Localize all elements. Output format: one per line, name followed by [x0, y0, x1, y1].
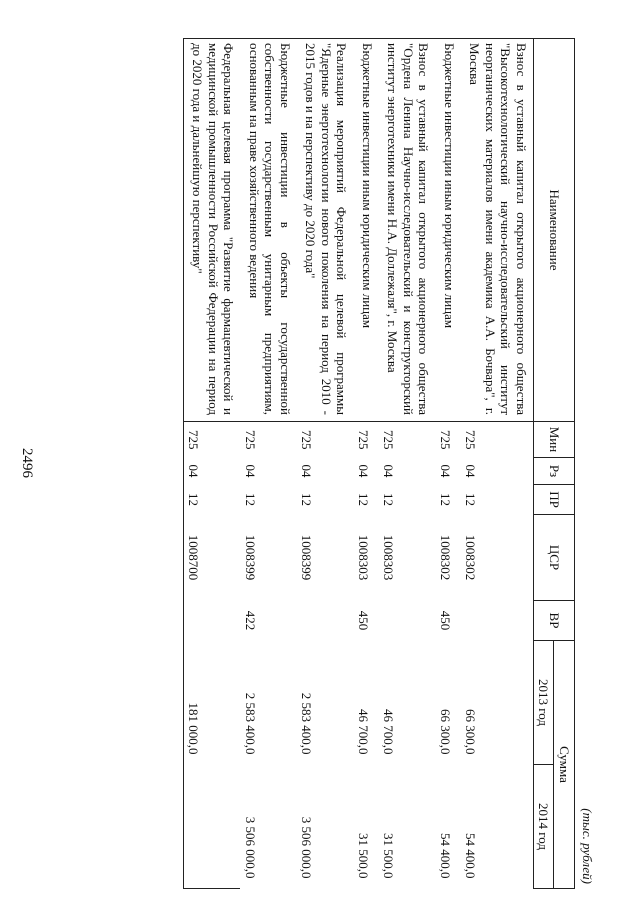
row-name: Взнос в уставный капитал открытого акционерного общества "Высокотехнологический научно-исследовательский институт неорганических материалов имени академика А.А. Бочвара", г. Москва [461, 39, 534, 422]
header-rz: Рз [534, 458, 575, 485]
row-rz: 04 [438, 464, 453, 478]
row-sum-2013: 2 583 400,0 [243, 692, 258, 755]
row-min: 725 [184, 422, 241, 458]
header-2013: 2013 год [534, 641, 555, 765]
row-vr [461, 601, 534, 641]
row-sum-2013: 2 583 400,0 [299, 692, 315, 755]
row-name: Взнос в уставный капитал открытого акционерного общества "Ордена Ленина Научно-исследовательский и конструкторский институт энерготехники имени Н.А. Доллежаля", г. Москва [379, 39, 436, 422]
row-vr [184, 601, 241, 641]
header-name: Наименование [534, 39, 575, 422]
row-csr: 1008399 [243, 534, 258, 581]
header-pr: ПР [534, 485, 575, 515]
row-pr: 12 [381, 493, 397, 506]
row-csr: 1008303 [356, 534, 371, 581]
table-row [461, 39, 534, 889]
table-row [184, 39, 241, 889]
row-rz: 04 [243, 464, 258, 478]
header-row [554, 39, 575, 889]
row-sum-2014: 54 400,0 [438, 833, 453, 879]
row-csr: 1008399 [299, 534, 315, 581]
row-min: 725 [356, 430, 371, 450]
row-sum-2014: 31 500,0 [381, 833, 397, 879]
row-csr: 1008302 [463, 534, 479, 581]
header-2014: 2014 год [534, 765, 555, 889]
header-sum: Сумма [554, 641, 575, 889]
row-vr [379, 601, 436, 641]
rotated-page-content [100, 38, 597, 888]
row-sum-2013: 46 700,0 [381, 709, 397, 755]
row-sum-2013: 181 000,0 [184, 641, 241, 765]
row-name: Бюджетные инвестиции в объекты государственной собственности государственным унитарным предприятиям, основанным на праве хозяйственного ведения [241, 39, 298, 422]
header-csr: ЦСР [534, 515, 575, 601]
header-vr: ВР [534, 601, 575, 641]
budget-table [183, 38, 575, 889]
row-vr [297, 601, 354, 641]
table-row [436, 39, 462, 889]
row-min: 725 [463, 430, 479, 450]
row-rz: 04 [356, 464, 371, 478]
table-row [297, 39, 354, 889]
units-note: (тыс. рублей) [580, 808, 595, 884]
table-row [379, 39, 436, 889]
row-sum-2013: 66 300,0 [463, 709, 479, 755]
row-csr: 1008700 [184, 515, 241, 601]
header-min: Мин [534, 422, 575, 458]
row-sum-2014: 54 400,0 [463, 833, 479, 879]
row-pr: 12 [299, 493, 315, 506]
row-name: Федеральная целевая программа "Развитие фармацевтической и медицинской промышленности Российской Федерации на период до 2020 года и дальнейшую перспективу" [184, 39, 241, 422]
row-sum-2014: 3 506 000,0 [243, 816, 258, 879]
page-number: 2496 [19, 448, 35, 478]
table-row [241, 39, 298, 889]
row-rz: 04 [184, 458, 241, 485]
row-pr: 12 [243, 493, 258, 506]
row-name: Бюджетные инвестиции иным юридическим лицам [436, 39, 462, 422]
row-rz: 04 [299, 464, 315, 478]
row-min: 725 [438, 430, 453, 450]
row-csr: 1008303 [381, 534, 397, 581]
row-sum-2013: 46 700,0 [356, 709, 371, 755]
row-min: 725 [381, 430, 397, 450]
row-sum-2014: 3 506 000,0 [299, 816, 315, 879]
row-pr: 12 [184, 485, 241, 515]
row-vr: 450 [438, 610, 453, 631]
row-sum-2013: 66 300,0 [438, 709, 453, 755]
row-min: 725 [299, 430, 315, 450]
row-name: Реализация мероприятий Федеральной целевой программы "Ядерные энерготехнологии нового поколения на период 2010 - 2015 годов и на перспективу до 2020 года" [297, 39, 354, 422]
row-rz: 04 [381, 464, 397, 478]
row-csr: 1008302 [438, 534, 453, 581]
row-sum-2014 [184, 765, 241, 889]
row-pr: 12 [438, 493, 453, 506]
row-sum-2014: 31 500,0 [356, 833, 371, 879]
row-pr: 12 [463, 493, 479, 506]
row-vr: 450 [356, 610, 371, 631]
row-vr: 422 [243, 610, 258, 631]
table-row [354, 39, 380, 889]
row-name: Бюджетные инвестиции иным юридическим лицам [354, 39, 380, 422]
row-pr: 12 [356, 493, 371, 506]
row-rz: 04 [463, 464, 479, 478]
row-min: 725 [243, 430, 258, 450]
